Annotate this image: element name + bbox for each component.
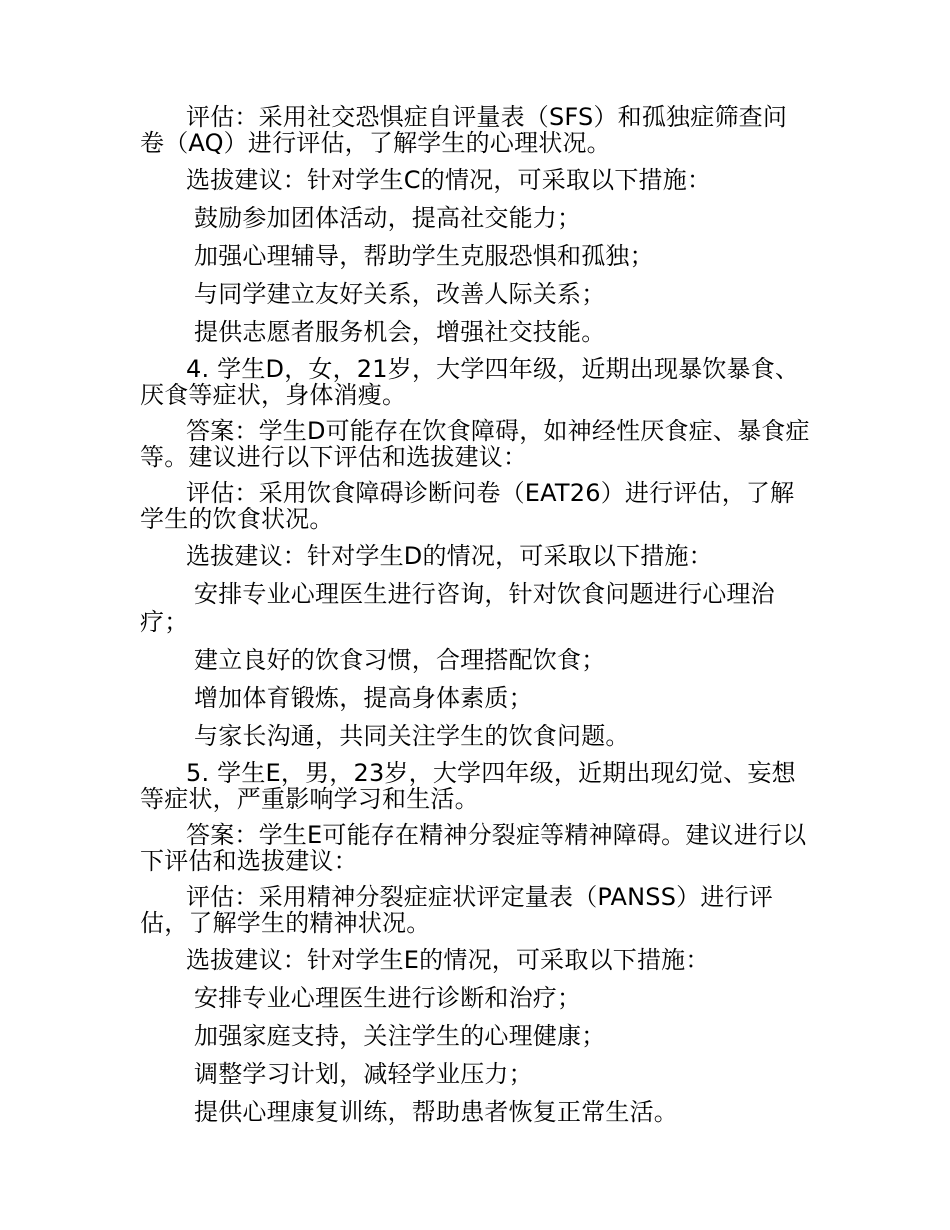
paragraph: 5. 学生E，男，23岁，大学四年级，近期出现幻觉、妄想等症状，严重影响学习和生活。 — [140, 759, 796, 813]
paragraph: 建立良好的饮食习惯，合理搭配饮食； — [194, 646, 606, 674]
document-body — [140, 104, 810, 1136]
paragraph: 鼓励参加团体活动，提高社交能力； — [194, 204, 582, 232]
paragraph: 与家长沟通，共同关注学生的饮食问题。 — [194, 722, 630, 750]
paragraph: 答案：学生D可能存在饮食障碍，如神经性厌食症、暴食症等。建议进行以下评估和选拔建议： — [140, 417, 810, 471]
paragraph: 答案：学生E可能存在精神分裂症等精神障碍。建议进行以下评估和选拔建议： — [140, 821, 807, 875]
paragraph: 提供心理康复训练，帮助患者恢复正常生活。 — [194, 1098, 678, 1126]
paragraph: 选拔建议：针对学生D的情况，可采取以下措施： — [186, 542, 713, 570]
paragraph: 评估：采用社交恐惧症自评量表（SFS）和孤独症筛查问卷（AQ）进行评估，了解学生的心理状况。 — [140, 103, 788, 157]
paragraph: 加强心理辅导，帮助学生克服恐惧和孤独； — [194, 242, 654, 270]
paragraph: 评估：采用饮食障碍诊断问卷（EAT26）进行评估，了解学生的饮食状况。 — [140, 479, 795, 533]
paragraph: 安排专业心理医生进行咨询，针对饮食问题进行心理治疗； — [140, 580, 775, 636]
paragraph: 与同学建立友好关系，改善人际关系； — [194, 280, 606, 308]
paragraph: 选拔建议：针对学生C的情况，可采取以下措施： — [186, 166, 712, 194]
paragraph: 评估：采用精神分裂症症状评定量表（PANSS）进行评估，了解学生的精神状况。 — [140, 883, 773, 937]
paragraph: 调整学习计划，减轻学业压力； — [194, 1060, 533, 1088]
paragraph: 提供志愿者服务机会，增强社交技能。 — [194, 318, 606, 346]
paragraph: 选拔建议：针对学生E的情况，可采取以下措施： — [186, 946, 710, 974]
paragraph: 安排专业心理医生进行诊断和治疗； — [194, 984, 582, 1012]
paragraph: 4. 学生D，女，21岁，大学四年级，近期出现暴饮暴食、厌食等症状，身体消瘦。 — [140, 355, 800, 409]
paragraph: 加强家庭支持，关注学生的心理健康； — [194, 1022, 606, 1050]
paragraph: 增加体育锻炼，提高身体素质； — [194, 684, 533, 712]
